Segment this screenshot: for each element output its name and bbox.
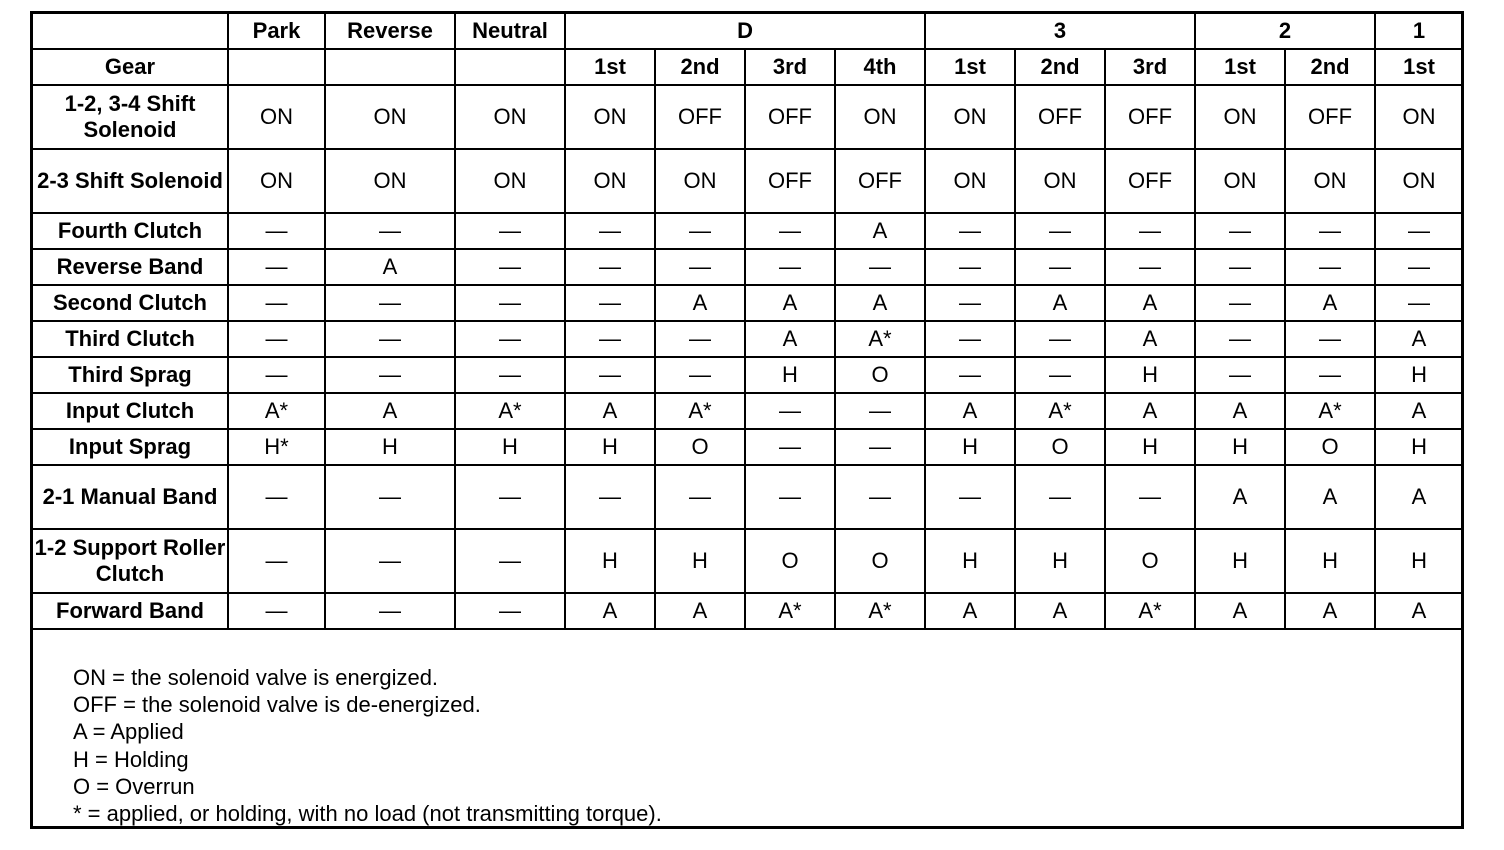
state-cell: ON [835, 85, 925, 149]
gear-cell: 3rd [1105, 49, 1195, 85]
state-cell: — [835, 393, 925, 429]
state-cell: — [1195, 285, 1285, 321]
gear-cell: 3rd [745, 49, 835, 85]
component-label: 2-3 Shift Solenoid [32, 149, 228, 213]
state-cell: — [325, 285, 455, 321]
state-cell: H [925, 429, 1015, 465]
state-cell: OFF [745, 85, 835, 149]
state-cell: — [835, 465, 925, 529]
state-cell: — [925, 249, 1015, 285]
state-cell: ON [1375, 149, 1463, 213]
state-cell: ON [325, 85, 455, 149]
state-cell: — [745, 465, 835, 529]
state-cell: — [745, 249, 835, 285]
state-cell: H [1105, 429, 1195, 465]
state-cell: — [565, 465, 655, 529]
state-cell: — [455, 465, 565, 529]
state-cell: A* [1105, 593, 1195, 629]
state-cell: — [325, 357, 455, 393]
state-cell: — [325, 213, 455, 249]
state-cell: ON [1285, 149, 1375, 213]
state-cell: A* [655, 393, 745, 429]
state-cell: H [455, 429, 565, 465]
gear-cell [455, 49, 565, 85]
state-cell: — [455, 249, 565, 285]
state-cell: — [835, 429, 925, 465]
state-cell: — [325, 321, 455, 357]
gear-cell: 1st [1195, 49, 1285, 85]
state-cell: A [1375, 593, 1463, 629]
state-cell: — [1015, 249, 1105, 285]
state-cell: A [565, 393, 655, 429]
state-cell: A [745, 285, 835, 321]
state-cell: — [565, 321, 655, 357]
state-cell: OFF [1015, 85, 1105, 149]
state-cell: O [1285, 429, 1375, 465]
header-corner [32, 13, 228, 49]
state-cell: A [325, 393, 455, 429]
state-cell: ON [228, 85, 325, 149]
state-cell: OFF [1285, 85, 1375, 149]
state-cell: — [1015, 213, 1105, 249]
state-cell: — [1195, 249, 1285, 285]
state-cell: A [1015, 593, 1105, 629]
state-cell: H [1375, 429, 1463, 465]
state-cell: ON [925, 85, 1015, 149]
state-cell: H [1375, 357, 1463, 393]
note-overrun: O = Overrun [73, 773, 195, 799]
state-cell: — [1375, 285, 1463, 321]
state-cell: — [1015, 465, 1105, 529]
component-row [32, 213, 1463, 249]
state-cell: OFF [745, 149, 835, 213]
state-cell: O [835, 357, 925, 393]
state-cell: H [1375, 529, 1463, 593]
state-cell: H [655, 529, 745, 593]
state-cell: — [925, 465, 1015, 529]
component-row [32, 593, 1463, 629]
gear-cell [325, 49, 455, 85]
range-header-1: 1 [1375, 13, 1463, 49]
state-cell: A [565, 593, 655, 629]
state-cell: — [1105, 213, 1195, 249]
state-cell: — [745, 393, 835, 429]
state-cell: H [1195, 529, 1285, 593]
state-cell: — [1285, 249, 1375, 285]
component-row [32, 149, 1463, 213]
state-cell: — [1375, 249, 1463, 285]
component-label: Forward Band [32, 593, 228, 629]
state-cell: — [455, 321, 565, 357]
state-cell: — [325, 465, 455, 529]
state-cell: — [325, 593, 455, 629]
note-applied: A = Applied [73, 719, 184, 745]
state-cell: ON [228, 149, 325, 213]
state-cell: O [745, 529, 835, 593]
state-cell: — [655, 321, 745, 357]
state-cell: H [1105, 357, 1195, 393]
state-cell: — [325, 529, 455, 593]
state-cell: H [1015, 529, 1105, 593]
state-cell: A* [228, 393, 325, 429]
note-holding: H = Holding [73, 746, 189, 772]
state-cell: A [1195, 393, 1285, 429]
state-cell: — [1195, 321, 1285, 357]
component-row [32, 393, 1463, 429]
state-cell: A* [835, 593, 925, 629]
gear-cell: 1st [925, 49, 1015, 85]
state-cell: — [565, 357, 655, 393]
legend-notes [73, 664, 662, 827]
gear-cell: 1st [565, 49, 655, 85]
range-header-row [32, 13, 1463, 49]
component-label: 1-2 Support Roller Clutch [32, 529, 228, 593]
state-cell: — [565, 213, 655, 249]
state-cell: — [455, 357, 565, 393]
gear-cell: 2nd [655, 49, 745, 85]
gear-cell: 1st [1375, 49, 1463, 85]
state-cell: A [1195, 593, 1285, 629]
component-row [32, 249, 1463, 285]
state-cell: ON [1195, 149, 1285, 213]
clutch-application-table [31, 12, 1464, 630]
gear-cell: 2nd [1015, 49, 1105, 85]
component-label: Reverse Band [32, 249, 228, 285]
state-cell: — [1105, 465, 1195, 529]
state-cell: A [1285, 285, 1375, 321]
range-header-3: 3 [925, 13, 1195, 49]
state-cell: A [925, 393, 1015, 429]
component-label: Input Clutch [32, 393, 228, 429]
state-cell: — [228, 321, 325, 357]
state-cell: O [1105, 529, 1195, 593]
state-cell: A* [455, 393, 565, 429]
state-cell: A* [835, 321, 925, 357]
state-cell: — [655, 465, 745, 529]
component-row [32, 429, 1463, 465]
state-cell: — [455, 213, 565, 249]
note-on: ON = the solenoid valve is energized. [73, 665, 439, 690]
state-cell: ON [455, 149, 565, 213]
range-header-park: Park [228, 13, 325, 49]
state-cell: — [1285, 357, 1375, 393]
state-cell: A [1195, 465, 1285, 529]
component-label: Third Sprag [32, 357, 228, 393]
component-label: 2-1 Manual Band [32, 465, 228, 529]
state-cell: OFF [1105, 85, 1195, 149]
state-cell: — [1195, 213, 1285, 249]
state-cell: — [1015, 357, 1105, 393]
state-cell: ON [925, 149, 1015, 213]
state-cell: — [1105, 249, 1195, 285]
state-cell: O [1015, 429, 1105, 465]
state-cell: — [228, 249, 325, 285]
state-cell: A [745, 321, 835, 357]
state-cell: A [655, 285, 745, 321]
state-cell: ON [1195, 85, 1285, 149]
state-cell: A [325, 249, 455, 285]
state-cell: H [1285, 529, 1375, 593]
state-cell: H [565, 529, 655, 593]
component-row [32, 357, 1463, 393]
state-cell: A* [745, 593, 835, 629]
component-row [32, 85, 1463, 149]
component-row [32, 321, 1463, 357]
state-cell: A [1285, 593, 1375, 629]
state-cell: H [1195, 429, 1285, 465]
component-label: Input Sprag [32, 429, 228, 465]
state-cell: ON [1375, 85, 1463, 149]
component-row [32, 285, 1463, 321]
state-cell: A [1105, 321, 1195, 357]
state-cell: A [1375, 465, 1463, 529]
state-cell: O [835, 529, 925, 593]
application-chart [30, 11, 1464, 829]
state-cell: O [655, 429, 745, 465]
component-label: Third Clutch [32, 321, 228, 357]
state-cell: — [745, 213, 835, 249]
gear-header-row [32, 49, 1463, 85]
state-cell: H* [228, 429, 325, 465]
state-cell: — [1285, 321, 1375, 357]
state-cell: — [655, 213, 745, 249]
state-cell: — [455, 593, 565, 629]
state-cell: — [565, 249, 655, 285]
state-cell: A [925, 593, 1015, 629]
gear-row-label: Gear [32, 49, 228, 85]
state-cell: A* [1285, 393, 1375, 429]
state-cell: — [455, 529, 565, 593]
state-cell: OFF [655, 85, 745, 149]
component-label: Fourth Clutch [32, 213, 228, 249]
state-cell: — [1285, 213, 1375, 249]
state-cell: ON [455, 85, 565, 149]
state-cell: — [925, 213, 1015, 249]
state-cell: A* [1015, 393, 1105, 429]
range-header-d: D [565, 13, 925, 49]
state-cell: A [655, 593, 745, 629]
state-cell: — [228, 465, 325, 529]
component-label: Second Clutch [32, 285, 228, 321]
state-cell: ON [565, 85, 655, 149]
state-cell: H [745, 357, 835, 393]
component-label: 1-2, 3-4 Shift Solenoid [32, 85, 228, 149]
range-header-2: 2 [1195, 13, 1375, 49]
range-header-reverse: Reverse [325, 13, 455, 49]
state-cell: — [228, 357, 325, 393]
state-cell: — [228, 529, 325, 593]
state-cell: — [455, 285, 565, 321]
state-cell: A [1375, 321, 1463, 357]
state-cell: A [1105, 393, 1195, 429]
state-cell: — [925, 357, 1015, 393]
state-cell: — [1015, 321, 1105, 357]
state-cell: — [925, 321, 1015, 357]
state-cell: — [228, 593, 325, 629]
state-cell: — [745, 429, 835, 465]
state-cell: — [835, 249, 925, 285]
state-cell: — [925, 285, 1015, 321]
state-cell: A [835, 213, 925, 249]
note-asterisk: * = applied, or holding, with no load (not transmitting torque). [73, 801, 662, 827]
gear-cell: 4th [835, 49, 925, 85]
component-row [32, 529, 1463, 593]
state-cell: OFF [1105, 149, 1195, 213]
range-header-neutral: Neutral [455, 13, 565, 49]
state-cell: — [228, 213, 325, 249]
state-cell: A [1285, 465, 1375, 529]
state-cell: — [565, 285, 655, 321]
state-cell: A [1105, 285, 1195, 321]
state-cell: H [565, 429, 655, 465]
state-cell: H [325, 429, 455, 465]
state-cell: OFF [835, 149, 925, 213]
state-cell: ON [565, 149, 655, 213]
state-cell: ON [325, 149, 455, 213]
state-cell: ON [1015, 149, 1105, 213]
state-cell: — [228, 285, 325, 321]
gear-cell: 2nd [1285, 49, 1375, 85]
gear-cell [228, 49, 325, 85]
state-cell: ON [655, 149, 745, 213]
state-cell: A [1375, 393, 1463, 429]
state-cell: A [835, 285, 925, 321]
state-cell: — [655, 249, 745, 285]
state-cell: — [1375, 213, 1463, 249]
state-cell: A [1015, 285, 1105, 321]
component-row [32, 465, 1463, 529]
state-cell: — [1195, 357, 1285, 393]
state-cell: — [655, 357, 745, 393]
note-off: OFF = the solenoid valve is de-energized. [73, 692, 481, 718]
state-cell: H [925, 529, 1015, 593]
